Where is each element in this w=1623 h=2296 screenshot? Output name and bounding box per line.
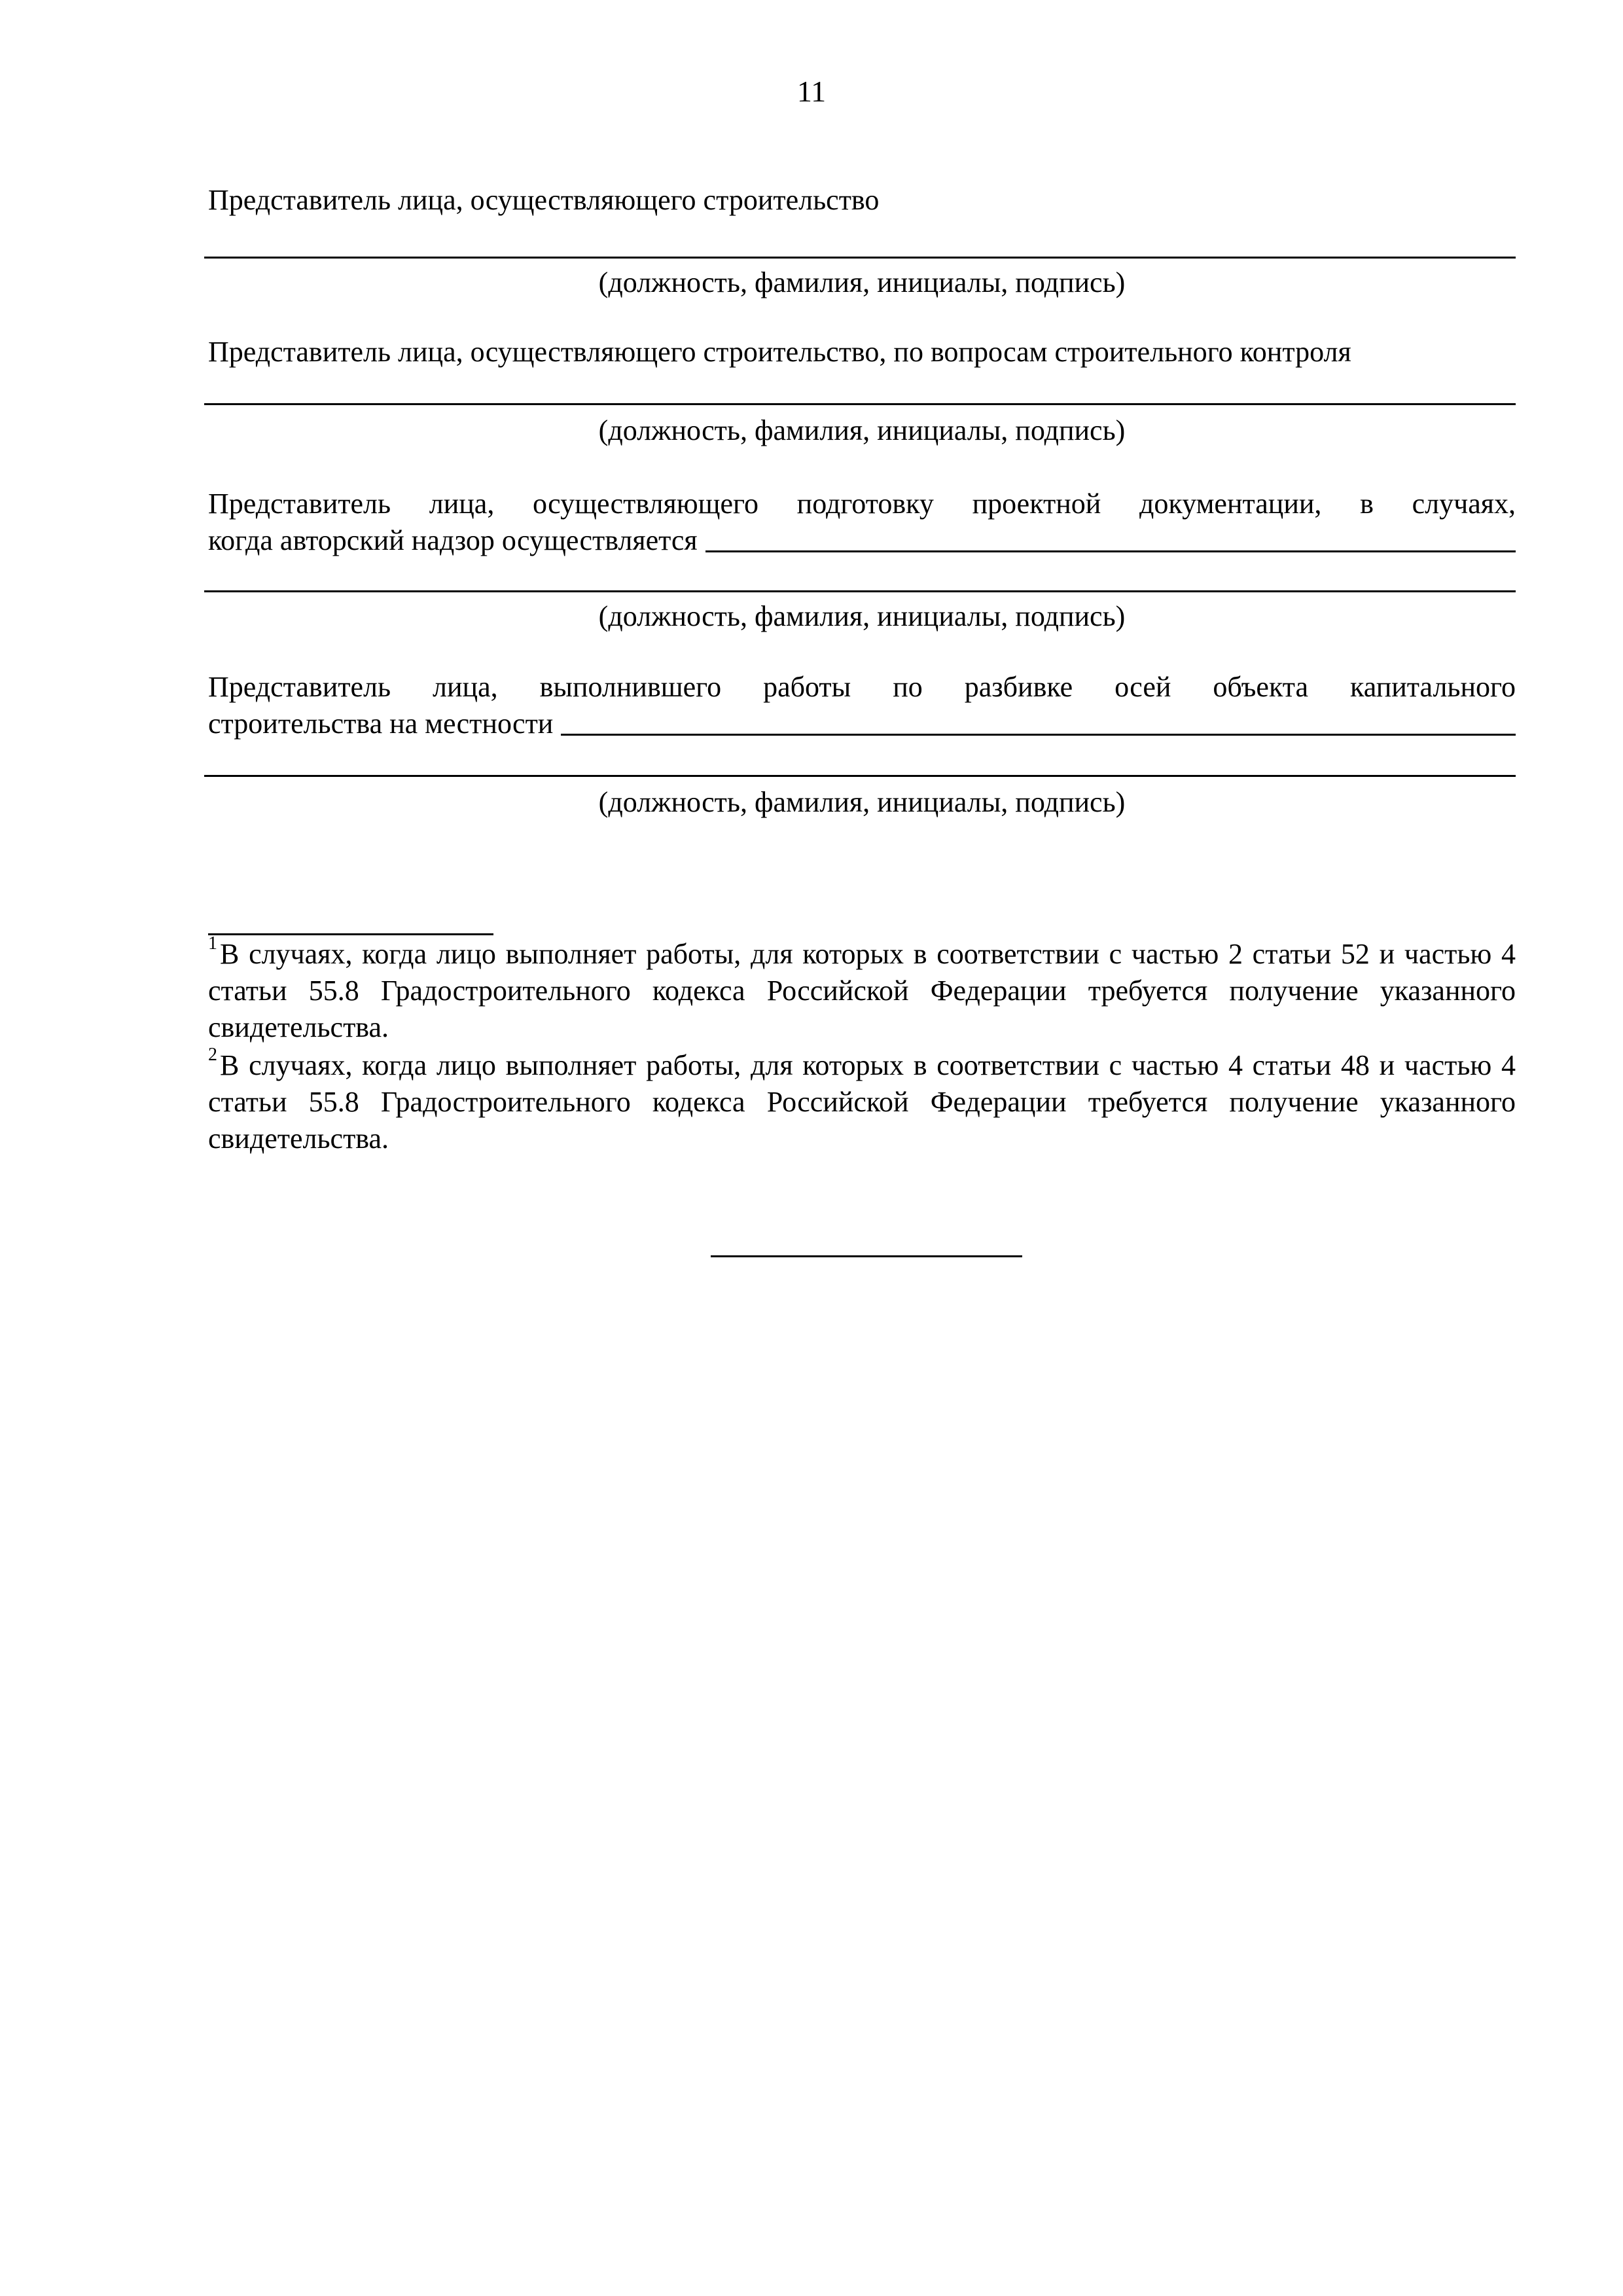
signatory-heading-builder-control: Представитель лица, осуществляющего строительство, по вопросам строительного контроля	[208, 336, 1351, 368]
signatory-heading-surveyor-line1: Представитель лица, выполнившего работы по разбивке осей объекта капитального	[208, 671, 1516, 703]
signatory-heading-surveyor-text: строительства на местности	[208, 708, 554, 740]
signature-line[interactable]	[204, 257, 1516, 259]
footnote-separator	[208, 933, 493, 935]
end-rule	[711, 1255, 1022, 1257]
signature-caption: (должность, фамилия, инициалы, подпись)	[598, 266, 1126, 298]
page-number: 11	[796, 75, 827, 108]
signature-line[interactable]	[204, 403, 1516, 405]
footnote-marker: 2	[208, 1045, 217, 1065]
signature-caption: (должность, фамилия, инициалы, подпись)	[598, 786, 1126, 818]
signatory-heading-designer-line2	[208, 522, 1516, 559]
footnote-text: В случаях, когда лицо выполняет работы, для которых в соответствии с частью 2 статьи 52 и частью 4 статьи 55.8 Градостроительного кодекса Российской Федерации требуется получение указанного свидетельства.	[208, 938, 1516, 1043]
signature-caption: (должность, фамилия, инициалы, подпись)	[598, 414, 1126, 446]
footnote-marker: 1	[208, 933, 217, 954]
footnote-2	[208, 1047, 1516, 1157]
signatory-heading-designer-line1: Представитель лица, осуществляющего подготовку проектной документации, в случаях,	[208, 488, 1516, 520]
signature-line[interactable]	[204, 590, 1516, 592]
signatory-heading-designer-text: когда авторский надзор осуществляется	[208, 524, 698, 556]
inline-fill-line[interactable]	[705, 550, 1516, 552]
signature-caption: (должность, фамилия, инициалы, подпись)	[598, 600, 1126, 632]
inline-fill-line[interactable]	[561, 734, 1516, 736]
signatory-heading-surveyor-line2	[208, 706, 1516, 742]
signatory-heading-builder: Представитель лица, осуществляющего строительство	[208, 184, 880, 216]
signature-line[interactable]	[204, 775, 1516, 777]
footnote-1	[208, 933, 1516, 1046]
footnote-text: В случаях, когда лицо выполняет работы, для которых в соответствии с частью 4 статьи 48 и частью 4 статьи 55.8 Градостроительного кодекса Российской Федерации требуется получение указанного свидетельства.	[208, 1049, 1516, 1155]
